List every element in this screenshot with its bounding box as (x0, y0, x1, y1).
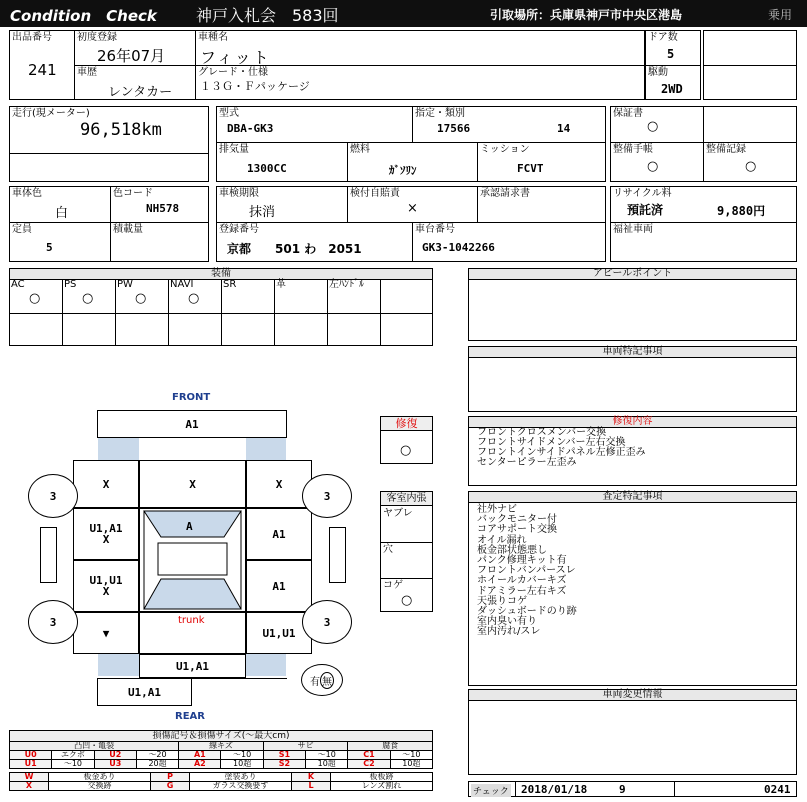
equipment-label: 左ﾊﾝﾄﾞﾙ (329, 279, 364, 290)
left-mirror (40, 527, 57, 583)
equipment-item (275, 279, 328, 345)
legend-cell: 〜10 (306, 751, 348, 760)
repair-content-panel (468, 416, 797, 486)
legend-cell: 〜20 (136, 751, 178, 760)
colorcode-label: 色コード (113, 188, 153, 199)
note-line: 室内臭い有り (477, 616, 537, 628)
manual-value: ○ (647, 159, 659, 174)
type-label: 指定・類別 (415, 108, 465, 119)
rear-door-right[interactable]: A1 (246, 560, 312, 612)
hood-center[interactable]: X (139, 460, 246, 508)
capacity-value: 5 (46, 241, 53, 254)
check-label: チェック (471, 784, 511, 797)
equipment-item (169, 279, 222, 345)
legend-code: ガラス交換要す (190, 782, 292, 791)
cabin (139, 508, 246, 612)
colorcode-value: NH578 (146, 202, 180, 215)
interior-row-3-value: ○ (401, 593, 413, 608)
legend-group: 腐食 (348, 742, 433, 751)
top-info (9, 30, 645, 100)
warranty-value: ○ (647, 119, 659, 134)
legend-cell: 10超 (390, 760, 432, 769)
note-line: コアサポート交換 (477, 524, 557, 536)
inspection-value: 抹消 (249, 205, 276, 220)
note-line: オイル漏れ (477, 534, 527, 546)
history-label: 車歴 (77, 67, 97, 78)
recycle-label: リサイクル料 (613, 188, 672, 199)
trunk-area[interactable] (139, 612, 246, 654)
legend-cell: A2 (179, 760, 221, 769)
note-line: ダッシュボードのり跡 (477, 606, 577, 618)
note-line: 社外ナビ (477, 504, 517, 515)
front-bumper[interactable]: A1 (97, 410, 287, 438)
repair-value: ○ (400, 443, 412, 458)
tire-rear-left[interactable]: 3 (28, 600, 78, 644)
lot-number: 241 (28, 61, 57, 79)
front-left-light (98, 438, 139, 460)
fuel-label: 燃料 (350, 144, 370, 155)
legend-code: P (151, 773, 190, 782)
inspection-title: 査定特記事項 (469, 492, 796, 503)
rear-bumper[interactable]: U1,A1 (97, 678, 192, 706)
repair-box (380, 416, 433, 464)
approval-label: 承認請求書 (480, 188, 530, 199)
legend-code: W (10, 773, 49, 782)
interior-title: 客室内張 (381, 492, 432, 506)
trunk-label: trunk (178, 615, 205, 626)
equipment-label: SR (223, 279, 237, 290)
legend-cell: C2 (348, 760, 390, 769)
note-line: ドアミラー左右キズ (477, 585, 567, 597)
note-line: 室内汚れ/スレ (477, 626, 541, 638)
right-mirror (329, 527, 346, 583)
appeal-title: アピールポイント (469, 269, 796, 280)
equipment-item (63, 279, 116, 345)
model-label: 型式 (219, 108, 239, 119)
check-num: 9 (619, 783, 626, 796)
legend-cell: S2 (263, 760, 305, 769)
equipment-label: PS (64, 279, 77, 290)
equipment-item (328, 279, 381, 345)
inspection-panel (468, 491, 797, 686)
rear-bumper-right (191, 678, 287, 706)
check-date: 2018/01/18 (521, 783, 588, 796)
type-value-2: 14 (557, 122, 571, 135)
rear-right-light (246, 654, 286, 676)
equipment-value: ○ (135, 291, 147, 306)
mission-label: ミッション (480, 144, 530, 155)
changes-title: 車両変更情報 (469, 690, 796, 701)
legend-cell: 〜10 (52, 760, 94, 769)
equipment-item (222, 279, 275, 345)
note-line: フロントクロスメンバー交換 (477, 427, 607, 438)
warranty-label: 保証書 (613, 108, 643, 119)
recycle-box (610, 186, 797, 262)
disp-value: 1300CC (247, 162, 287, 175)
repair-content-lines (477, 428, 646, 468)
legend-cell: U1 (10, 760, 52, 769)
legend-group: 凸凹・亀裂 (10, 742, 179, 751)
hood-right[interactable]: X (246, 460, 312, 508)
check-bar (468, 781, 797, 797)
note-line: 天張りコゲ (477, 595, 527, 607)
damage-legend (9, 730, 433, 791)
appeal-panel (468, 268, 797, 341)
legend-group: サビ (263, 742, 348, 751)
fuel-value: ｶﾞｿﾘﾝ (389, 164, 417, 177)
front-right-light (246, 438, 286, 460)
name-value: フィット (200, 48, 271, 67)
equipment-label: AC (11, 279, 25, 290)
auction-title: 神戸入札会 583回 (196, 6, 339, 25)
tire-front-right[interactable]: 3 (302, 474, 352, 518)
mission-value: FCVT (517, 162, 544, 175)
mileage-value: 96,518km (80, 120, 162, 140)
insurance-label: 検付自賠責 (350, 188, 400, 199)
front-door-left[interactable]: U1,A1 X (73, 508, 139, 560)
rear-left[interactable]: ▼ (73, 612, 139, 654)
history-value: レンタカー (108, 85, 173, 100)
header-bar (0, 0, 807, 27)
changes-panel (468, 689, 797, 775)
equipment-label: NAVI (170, 279, 194, 290)
blank-box-top (703, 30, 797, 100)
capacity-label: 定員 (12, 224, 32, 235)
notes-title: 車両特記事項 (469, 347, 796, 358)
interior-row-3: コゲ (383, 580, 403, 591)
doors-label: ドア数 (648, 32, 678, 43)
mileage-box (9, 106, 209, 182)
legend-cell: U0 (10, 751, 52, 760)
service-box (610, 106, 797, 182)
reg-value: 26年07月 (97, 47, 166, 65)
brand: Condition Check (10, 7, 157, 25)
legend-cell: 〜10 (390, 751, 432, 760)
type-value-1: 17566 (437, 122, 471, 135)
legend-cell: 20超 (136, 760, 178, 769)
record-value: ○ (745, 159, 757, 174)
legend-code: G (151, 782, 190, 791)
drive-value: 2WD (661, 82, 683, 96)
load-label: 積載量 (113, 224, 143, 235)
grade-value: １３Ｇ・Ｆパッケージ (200, 80, 310, 93)
legend-cell: C1 (348, 751, 390, 760)
note-line: フロントインサイドパネル左修正歪み (477, 447, 646, 458)
smoking-no: 無 (320, 672, 334, 689)
smoking-mark (301, 664, 343, 696)
legend-title: 損傷記号＆損傷サイズ(〜最大cm) (9, 730, 433, 741)
note-line: パンク修理キット有 (477, 555, 567, 567)
chassis-label: 車台番号 (415, 224, 455, 235)
color-value: 白 (55, 206, 69, 221)
grade-label: グレード・仕様 (198, 67, 268, 78)
legend-code: K (292, 773, 331, 782)
inspection-label: 車検期限 (219, 188, 259, 199)
lot-label: 出品番号 (12, 32, 52, 43)
legend-cell: 10超 (306, 760, 348, 769)
equipment-label: 革 (276, 279, 286, 290)
rear-left-light (98, 654, 139, 676)
roof-label[interactable]: A (186, 520, 193, 533)
pickup-location: 引取場所：兵庫県神戸市中央区港島 (490, 8, 683, 22)
equipment-box (9, 268, 433, 346)
interior-row-2: 穴 (383, 544, 393, 555)
legend-code: L (292, 782, 331, 791)
legend-cell: 〜10 (221, 751, 263, 760)
doors-value: 5 (667, 47, 675, 61)
legend-cell: U3 (94, 760, 136, 769)
record-label: 整備記録 (706, 144, 746, 155)
insurance-value: × (407, 201, 418, 216)
equipment-label: PW (117, 279, 133, 290)
recycle-amount: 9,880円 (717, 204, 766, 218)
rear-door-left[interactable]: U1,U1 X (73, 560, 139, 612)
legend-cell: 10超 (221, 760, 263, 769)
equipment-item (116, 279, 169, 345)
mileage-label: 走行(現メーター) (12, 108, 90, 119)
note-line: フロントサイドメンバー左右交換 (477, 437, 626, 448)
color-label: 車体色 (12, 188, 42, 199)
legend-code: 交換跡 (49, 782, 151, 791)
rear-right[interactable]: U1,U1 (246, 612, 312, 654)
interior-row-1: ヤブレ (383, 508, 413, 519)
equipment-value: ○ (188, 291, 200, 306)
tire-rear-right[interactable]: 3 (302, 600, 352, 644)
disp-label: 排気量 (219, 144, 249, 155)
welfare-label: 福祉車両 (613, 224, 653, 235)
recycle-status: 預託済 (627, 203, 664, 217)
equipment-item (10, 279, 63, 345)
manual-label: 整備手帳 (613, 144, 653, 155)
legend-cell: A1 (179, 751, 221, 760)
equipment-title: 装備 (10, 269, 432, 280)
note-line: ホイールカバーキズ (477, 575, 567, 587)
legend-code: X (10, 782, 49, 791)
color-box (9, 186, 209, 262)
notes-panel (468, 346, 797, 412)
note-line: センターピラー左歪み (477, 457, 577, 468)
legend-cell: U2 (94, 751, 136, 760)
legend-code: 塗装あり (190, 773, 292, 782)
legend-code: 板金あり (49, 773, 151, 782)
legend-cell: S1 (263, 751, 305, 760)
reg-label: 初度登録 (77, 32, 117, 43)
repair-content-title: 修復内容 (469, 417, 796, 428)
equipment-value: ○ (29, 291, 41, 306)
rear-panel[interactable]: U1,A1 (139, 654, 246, 678)
note-line: フロントバンパースレ (477, 565, 576, 577)
equipment-item (381, 279, 434, 345)
repair-title: 修復 (381, 417, 432, 431)
note-line: バックモニター付 (477, 514, 557, 526)
inspection-lines (477, 505, 577, 638)
chassis-value: GK3-1042266 (422, 241, 495, 254)
registration-box (216, 186, 606, 262)
tire-front-left[interactable]: 3 (28, 474, 78, 518)
doors-box (645, 30, 701, 100)
drive-label: 駆動 (648, 67, 668, 78)
legend-group: 線キズ (179, 742, 264, 751)
smoking-yes: 有 (310, 676, 320, 688)
name-label: 車種名 (198, 32, 228, 43)
spec-box (216, 106, 606, 182)
note-line: 板金部状態悪し (477, 544, 547, 556)
legend-code: 板板跡 (331, 773, 433, 782)
rear-label: REAR (175, 711, 205, 722)
check-code: 0241 (764, 783, 791, 796)
plate-value: 京都 501 わ 2051 (227, 242, 362, 256)
legend-code: レンズ割れ (331, 782, 433, 791)
front-label: FRONT (172, 392, 211, 403)
equipment-value: ○ (82, 291, 94, 306)
legend-cell: エクボ (52, 751, 94, 760)
category: 乗用 (768, 8, 793, 22)
model-value: DBA-GK3 (227, 122, 274, 135)
front-door-right[interactable]: A1 (246, 508, 312, 560)
car-diagram (20, 388, 380, 724)
hood-left[interactable]: X (73, 460, 139, 508)
interior-box (380, 491, 433, 612)
plate-label: 登録番号 (219, 224, 259, 235)
